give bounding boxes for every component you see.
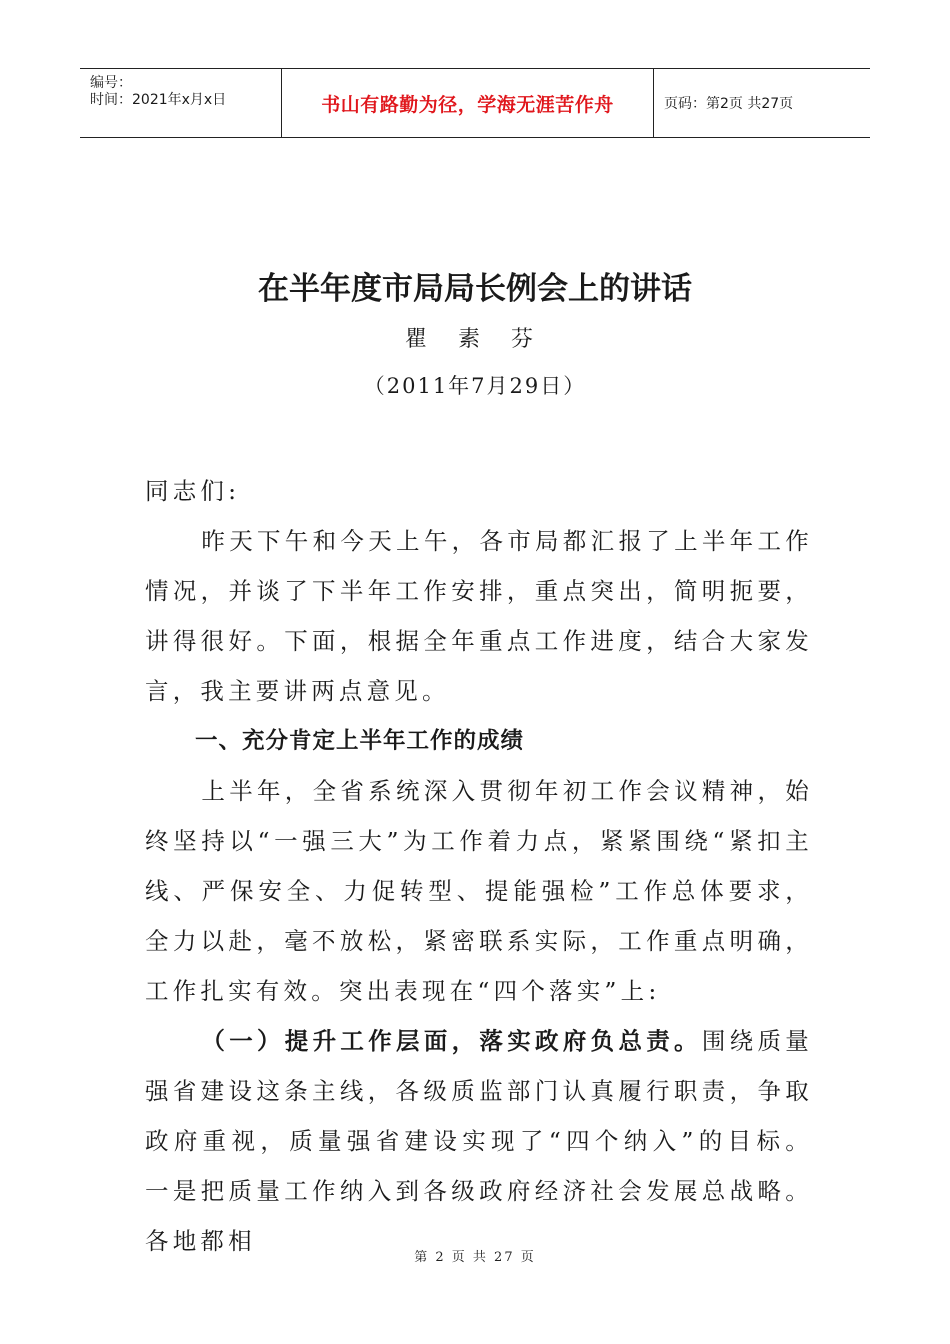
subsection-text: 围绕质量强省建设这条主线，各级质监部门认真履行职责，争取政府重视，质量强省建设实现了“四个纳入”的目标。一是把质量工作纳入到各级政府经济社会发展总战略。各地都相 — [145, 1027, 813, 1255]
header-motto: 书山有路勤为径，学海无涯苦作舟 — [282, 69, 654, 137]
header-page-info: 页码：第2页 共27页 — [664, 96, 794, 112]
number-label: 编号： — [90, 75, 132, 91]
paragraph-intro: 昨天下午和今天上午，各市局都汇报了上半年工作情况，并谈了下半年工作安排，重点突出，简明扼要，讲得很好。下面，根据全年重点工作进度，结合大家发言，我主要讲两点意见。 — [145, 527, 813, 705]
subsection-lead: （一）提升工作层面，落实政府负总责。 — [201, 1027, 702, 1055]
page-footer: 第 2 页 共 27 页 — [414, 1250, 536, 1265]
header-table — [80, 68, 870, 138]
paragraph-subsection — [145, 1016, 813, 1266]
section-heading: 一、充分肯定上半年工作的成绩 — [195, 728, 525, 754]
document-title: 在半年度市局局长例会上的讲话 — [258, 271, 692, 307]
paragraph-summary: 上半年，全省系统深入贯彻年初工作会议精神，始终坚持以“一强三大”为工作着力点，紧紧围绕“紧扣主线、严保安全、力促转型、提能强检”工作总体要求，全力以赴，毫不放松，紧密联系实际，工作重点明确，工作扎实有效。突出表现在“四个落实”上: — [145, 777, 813, 1005]
salutation: 同志们: — [145, 477, 241, 505]
document-date: （2011年7月29日） — [363, 374, 587, 398]
document-author: 瞿 素 芬 — [405, 327, 545, 352]
header-meta — [80, 69, 282, 137]
document-body — [145, 466, 813, 1266]
time-label: 时间：2021年x月x日 — [90, 92, 227, 108]
